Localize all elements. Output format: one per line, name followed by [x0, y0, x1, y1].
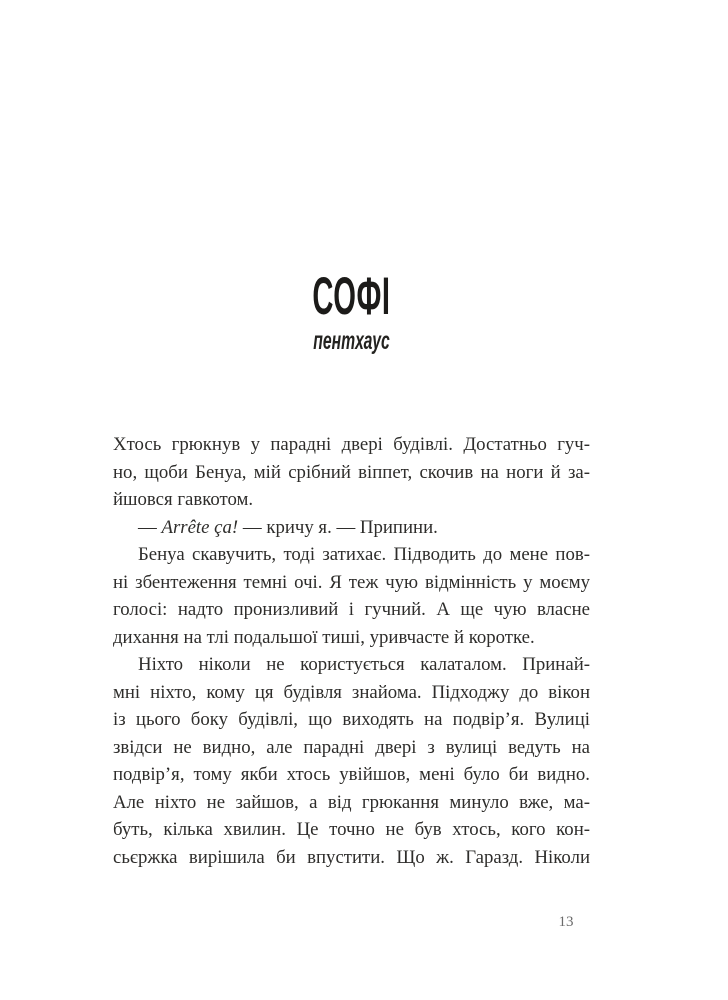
paragraph: [113, 514, 590, 542]
text-line: [113, 651, 590, 679]
text-segment: Хтось грюкнув у парадні двері будівлі. Достатньо гуч-: [113, 434, 590, 455]
text-line: [113, 624, 590, 652]
paragraph: [113, 651, 590, 871]
text-line: [113, 459, 590, 487]
text-segment: звідси не видно, але парадні двері з вулиці ведуть на: [113, 736, 590, 758]
text-line: [113, 431, 590, 459]
page-number: 13: [558, 914, 574, 930]
text-segment: йшовся гавкотом.: [113, 489, 254, 510]
text-segment: Ніхто ніколи не користується калаталом. Принай-: [138, 654, 590, 675]
text-line: [113, 569, 590, 597]
chapter-title: СОФІ: [312, 267, 391, 326]
text-line: [113, 541, 590, 569]
text-line: [113, 486, 590, 514]
italic-text-segment: Arrête ça!: [161, 516, 239, 538]
text-line: [113, 734, 590, 762]
text-segment: подвір’я, тому якби хтось увійшов, мені було би видно.: [113, 764, 590, 785]
text-line: [113, 596, 590, 624]
page-footer: [546, 912, 586, 932]
text-segment: Але ніхто не зайшов, а від грюкання минуло вже, ма-: [113, 791, 590, 813]
text-line: [113, 789, 590, 817]
text-segment: сьєржка вирішила би впустити. Що ж. Гаразд. Ніколи: [113, 846, 590, 868]
text-line: [113, 816, 590, 844]
text-line: [113, 706, 590, 734]
chapter-header: [113, 267, 590, 326]
text-segment: мні ніхто, кому ця будівля знайома. Підходжу до вікон: [113, 681, 590, 703]
text-segment: голосі: надто пронизливий і гучний. А ще чую власне: [113, 599, 590, 620]
text-segment: но, щоби Бенуа, мій срібний віппет, скочив на ноги й за-: [113, 461, 590, 483]
text-segment: Бенуа скавучить, тоді затихає. Підводить до мене пов-: [138, 544, 590, 565]
text-segment: ні збентеження темні очі. Я теж чую відмінність у моєму: [113, 571, 590, 593]
text-segment: буть, кілька хвилин. Це точно не був хтось, кого кон-: [113, 819, 590, 840]
text-line: [113, 679, 590, 707]
paragraph: [113, 431, 590, 514]
text-line: [113, 761, 590, 789]
text-segment: — кричу я. — Припини.: [238, 516, 438, 538]
text-segment: із цього боку будівлі, що виходять на подвір’я. Вулиці: [113, 709, 590, 730]
chapter-subtitle: пентхаус: [313, 327, 390, 355]
text-line: [113, 844, 590, 872]
text-line: [113, 514, 590, 542]
text-segment: дихання на тлі подальшої тиші, уривчасте й коротке.: [113, 626, 535, 648]
text-segment: —: [138, 516, 162, 538]
paragraph: [113, 541, 590, 651]
body-text: [113, 431, 590, 871]
